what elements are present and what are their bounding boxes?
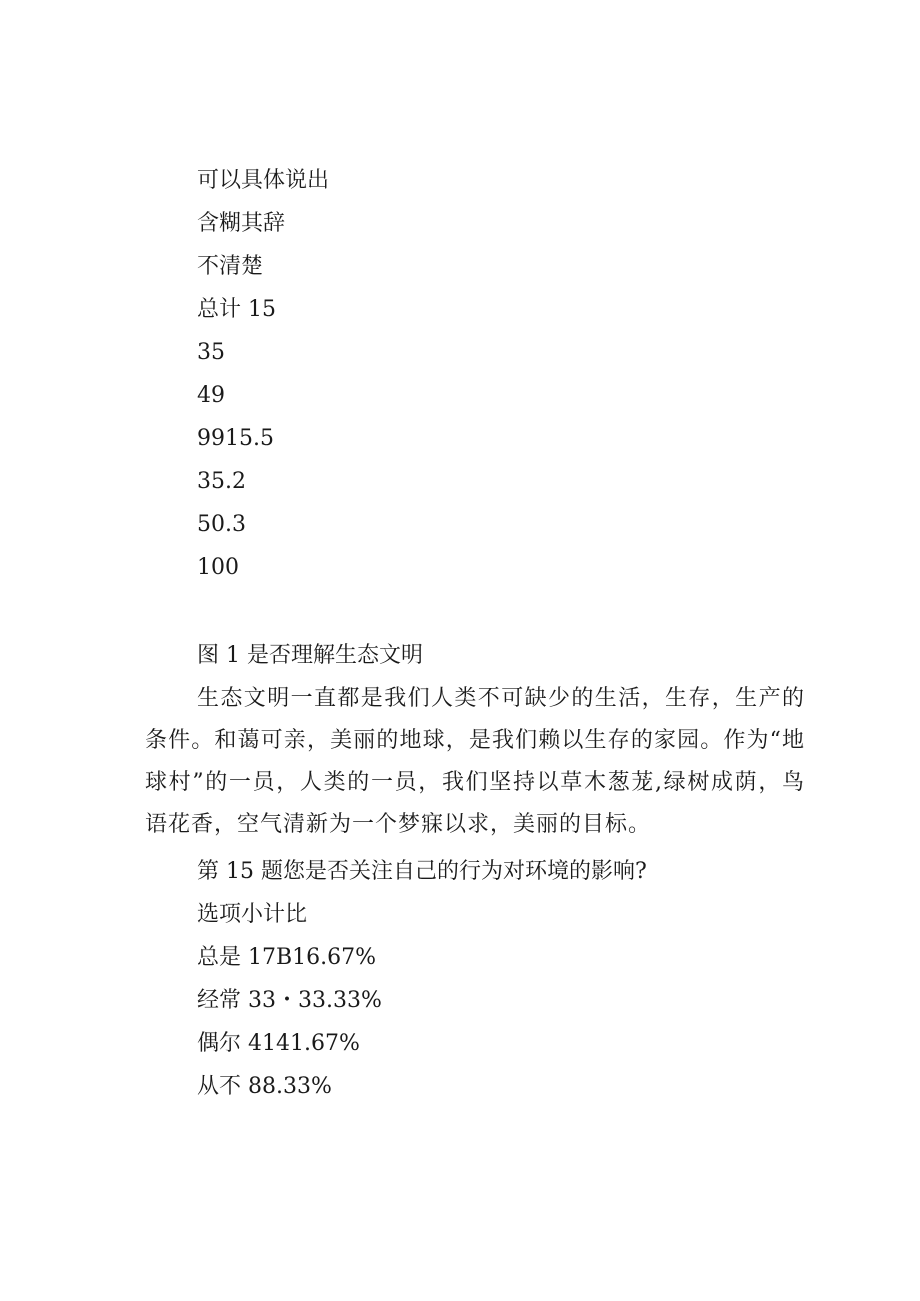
body-paragraph: 生态文明一直都是我们人类不可缺少的生活，生存，生产的条件。和蔼可亲，美丽的地球，是我们赖以生存的家园。作为“地球村”的一员，人类的一员，我们坚持以草木葱茏,绿树成荫，鸟语花香，空气清新为一个梦寐以求，美丽的目标。 — [145, 686, 805, 837]
table-line: 49 — [197, 383, 225, 408]
table-line: 不清楚 — [197, 254, 264, 279]
table-line: 总计 15 — [197, 297, 276, 322]
question-title: 第 15 题您是否关注自己的行为对环境的影响? — [197, 859, 647, 884]
option-row: 经常 33・33.33% — [197, 988, 382, 1013]
question-table-header: 选项小计比 — [197, 902, 308, 927]
option-row: 从不 88.33% — [197, 1074, 332, 1099]
option-row: 总是 17B16.67% — [197, 945, 377, 970]
table-line: 50.3 — [197, 512, 246, 537]
table-line: 35 — [197, 340, 225, 365]
table-line: 含糊其辞 — [197, 211, 286, 236]
table-line: 35.2 — [197, 469, 246, 494]
option-row: 偶尔 4141.67% — [197, 1031, 360, 1056]
table-line: 100 — [197, 555, 239, 580]
figure-caption: 图 1 是否理解生态文明 — [197, 643, 423, 668]
table-line: 9915.5 — [197, 426, 274, 451]
table-line: 可以具体说出 — [197, 168, 330, 193]
